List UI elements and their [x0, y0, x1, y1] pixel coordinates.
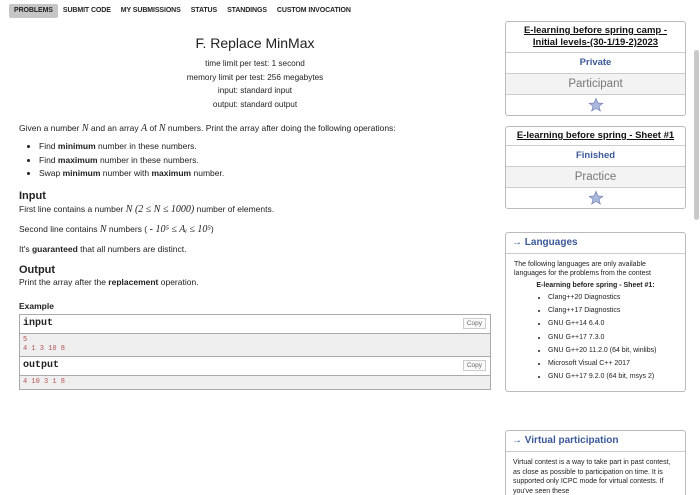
nav-submit-code[interactable]: SUBMIT CODE — [62, 7, 111, 14]
languages-list — [514, 293, 677, 381]
distinct-note: It's guaranteed that all numbers are distinct. — [19, 243, 187, 254]
contest-1-star[interactable] — [506, 94, 685, 115]
contest-2-title[interactable]: E-learning before spring - Sheet #1 — [516, 130, 675, 141]
problem-title: F. Replace MinMax — [195, 35, 315, 51]
output-text: Print the array after the replacement operation. — [19, 276, 199, 287]
list-item: • Swap minimum number with maximum number. — [39, 167, 491, 181]
contest-2-status: Finished — [506, 145, 685, 166]
input-line-2: Second line contains N numbers ( - 10⁵ ≤ Aᵢ ≤ 10⁵) — [19, 223, 214, 235]
input-spec: input: standard input — [217, 86, 293, 95]
example-output-header — [20, 356, 490, 376]
list-item: • Find minimum number in these numbers. — [39, 140, 491, 154]
output-spec: output: standard output — [212, 99, 298, 109]
time-limit: time limit per test: 1 second — [205, 59, 305, 68]
nav-problems[interactable]: PROBLEMS — [9, 4, 58, 18]
contest-2-role: Practice — [506, 166, 685, 187]
memory-limit: memory limit per test: 256 megabytes — [186, 72, 324, 82]
statement-text: Given a number N and an array A of N numbers. Print the array after doing the following operations: — [19, 123, 396, 134]
languages-heading: → Languages — [506, 233, 685, 254]
languages-intro: The following languages are only available languages for the problems from the contest — [514, 261, 651, 277]
nav-my-submissions[interactable]: MY SUBMISSIONS — [120, 7, 181, 14]
star-icon[interactable] — [588, 97, 604, 113]
var-n: N — [81, 123, 89, 134]
example-input-body: 5 4 1 3 10 8 — [20, 334, 490, 356]
example-output-body: 4 10 3 1 8 — [20, 376, 490, 389]
example-box — [19, 314, 491, 390]
contest-2-star[interactable] — [506, 187, 685, 208]
problem-limits — [19, 57, 491, 111]
nav-custom-invocation[interactable]: CUSTOM INVOCATION — [276, 7, 351, 14]
list-item: • Microsoft Visual C++ 2017 — [548, 359, 677, 368]
example-label: Example — [19, 300, 54, 311]
output-heading: Output — [19, 263, 56, 276]
list-item: • Clang++20 Diagnostics — [548, 293, 677, 302]
nav-standings[interactable]: STANDINGS — [227, 7, 267, 14]
list-item: • GNU G++17 9.2.0 (64 bit, msys 2) — [548, 372, 677, 381]
star-icon[interactable] — [588, 190, 604, 206]
problem-nav — [9, 4, 356, 18]
copy-input-button[interactable]: Copy — [463, 318, 486, 329]
virtual-participation-box — [505, 430, 686, 495]
contest-1-status: Private — [506, 52, 685, 73]
input-line-1: First line contains a number N (2 ≤ N ≤ 1000) number of elements. — [19, 203, 275, 215]
example-output-label: output — [23, 359, 60, 371]
var-n: N — [158, 123, 166, 134]
operations-list — [23, 140, 491, 181]
nav-status[interactable]: STATUS — [190, 7, 218, 14]
list-item: • GNU G++14 6.4.0 — [548, 319, 677, 328]
virtual-text: Virtual contest is a way to take part in past contest, as close as possible to participation on time. It is supported only ICPC mode for virtual contests. If you've seen these — [513, 459, 671, 495]
contest-1-title[interactable]: E-learning before spring camp - Initial levels-(30-1/19-2)2023 — [523, 25, 668, 48]
list-item: • Clang++17 Diagnostics — [548, 306, 677, 315]
copy-output-button[interactable]: Copy — [463, 360, 486, 371]
var-a: A — [140, 123, 148, 134]
example-input-header — [20, 315, 490, 334]
page-scrollbar[interactable] — [694, 50, 699, 220]
virtual-heading: → Virtual participation — [506, 431, 685, 452]
list-item: • Find maximum number in these numbers. — [39, 154, 491, 168]
input-heading: Input — [19, 189, 46, 202]
languages-contest: E-learning before spring - Sheet #1: — [536, 282, 655, 289]
contest-1-role: Participant — [506, 73, 685, 94]
example-input-label: input — [23, 317, 54, 329]
list-item: • GNU G++17 7.3.0 — [548, 333, 677, 342]
list-item: • GNU G++20 11.2.0 (64 bit, winlibs) — [548, 346, 677, 355]
contest-box-1 — [505, 21, 686, 116]
languages-box — [505, 232, 686, 392]
contest-box-2 — [505, 126, 686, 209]
problem-statement — [19, 30, 491, 390]
